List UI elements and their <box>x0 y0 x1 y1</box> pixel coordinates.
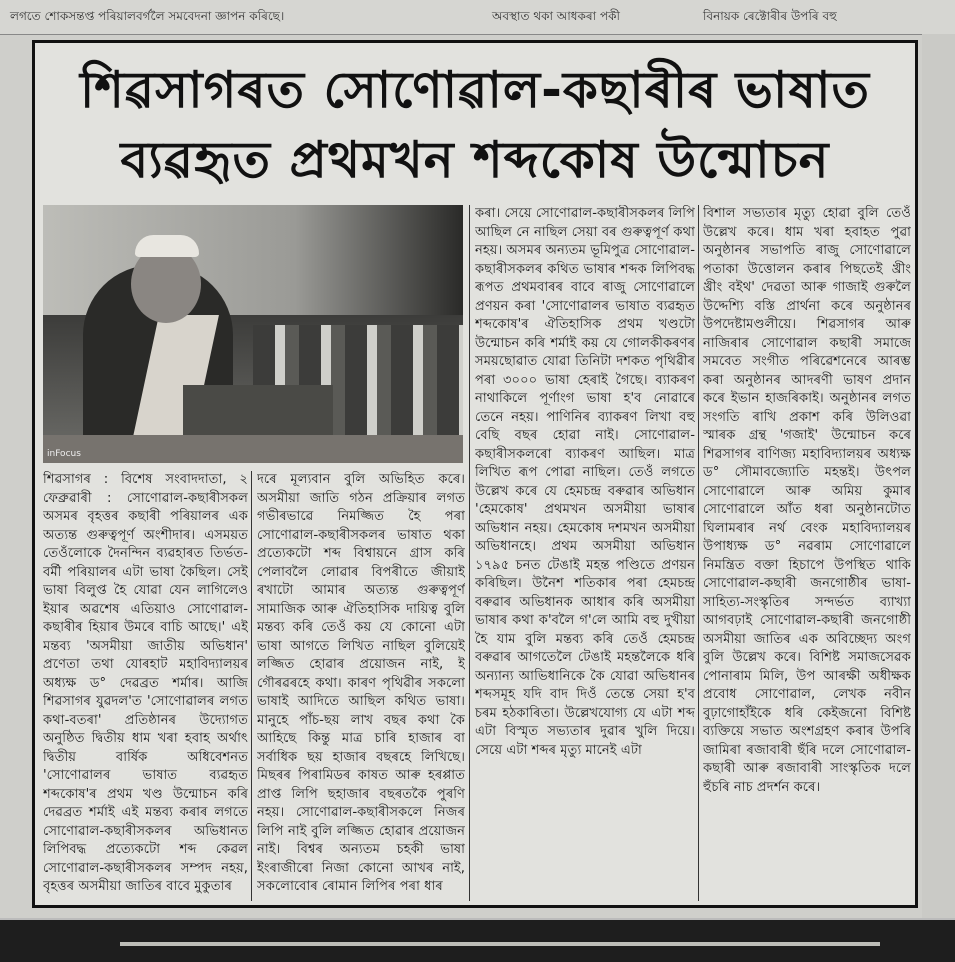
adjacent-text-middle: অবস্থাত থকা আধকৰা পকী <box>492 9 620 23</box>
adjacent-text-left: লগতে শোকসন্তপ্ত পৰিয়ালবৰ্গলৈ সমবেদনা জ্ঞাপন কৰিছে। <box>10 9 285 23</box>
column-divider <box>469 205 470 901</box>
column-text: বিশাল সভ্যতাৰ মৃত্যু হোৱা বুলি তেওঁ উল্লেখ কৰে। ধাম খৰা হবাহত পুৱা অনুষ্ঠানৰ সভাপতি ৰাজু সোণোৱালে পতাকা উত্তোলন কৰাৰ পিছতেই খ্ৰীং খ্ৰীং বইথ' দেৱতা আৰু গাজাই গুৰুলৈ উদ্দেশ্যি বস্তি প্ৰাৰ্থনা কৰে অনুষ্ঠানৰ উপদেষ্টামণ্ডলীয়ে। শিৱসাগৰ আৰু নাজিৰাৰ সোণোৱাল কছাৰী সমাজে সমবেত সংগীত পৰিৱেশনেৰে আৰম্ভ কৰা অনুষ্ঠানৰ আদৰণী ভাষণ প্ৰদান কৰে ইভান হাজৰিকাই। অনুষ্ঠানৰ লগত সংগতি ৰাখি প্ৰকাশ কৰি উলিওৱা স্মাৰক গ্ৰন্থ 'গজাই' উন্মোচন কৰে শিৱসাগৰ বাণিজ্য মহাবিদ্যালয়ৰ অধ্যক্ষ ড° সৌমাবজ্যোতি মহন্তই। উৎপল সোণোৱালে আৰু অমিয় কুমাৰ সোণোৱালে আঁত ধৰা অনুষ্ঠানটোত ঘিলামৰাৰ নৰ্থ বেংক মহাবিদ্যালয়ৰ উপাধ্যক্ষ ড° নৱৰাম সোণোৱালে নিমন্ত্ৰিত বক্তা হিচাপে উপস্থিত থাকি সোণোৱাল-কছাৰী জনগোষ্ঠীৰ ভাষা-সাহিত্য-সংস্কৃতিৰ সন্দৰ্ভত ব্যাখ্যা আগবঢ়াই সোণোৱাল-কছাৰী জনগোষ্ঠী অসমীয়া জাতিৰ এক অবিচ্ছেদ্য অংগ বুলি উল্লেখ কৰে। বিশিষ্ট সমাজসেৱক পোনাৰাম মিলি, উপ আৰক্ষী অধীক্ষক প্ৰবোধ সোণোৱাল, লেখক নবীন বুঢ়াগোহাঁইকে ধৰি কেইজনো বিশিষ্ট ব্যক্তিয়ে সভাত অংশগ্ৰহণ কৰাৰ উপৰি জামিৰা ৰজাবাৰী ছঁৰি দলে সোণোৱাল-কছাৰী আৰু ৰজাবাৰী সাংস্কৃতিক দলে হুঁচৰি নাচ প্ৰদৰ্শন কৰে। <box>703 206 911 795</box>
adjacent-article-strip <box>0 0 955 35</box>
headline-line-2: ব্যৱহৃত প্ৰথমখন শব্দকোষ উন্মোচন <box>120 131 830 189</box>
article-column-2 <box>257 471 465 901</box>
page-footer-edge <box>0 918 955 962</box>
photo-speaker-cap <box>135 235 199 257</box>
event-photo <box>43 205 463 463</box>
footer-rule <box>120 942 880 946</box>
adjacent-text-right: বিনায়ক ৰেক্টোৰীৰ উপৰি বহু <box>703 9 837 23</box>
photo-credit: inFocus <box>47 449 81 459</box>
headline-line-1: শিৱসাগৰত সোণোৱাল-কছাৰীৰ ভাষাত <box>79 61 871 119</box>
column-text: শিৱসাগৰ : বিশেষ সংবাদদাতা, ২ ফেব্ৰুৱাৰী : সোণোৱাল-কছাৰীসকল অসমৰ বৃহত্তৰ কছাৰী পৰিয়ালৰ এক অত্যন্ত গুৰুত্বপূৰ্ণ অংশীদাৰ। এসময়ত তেওঁলোকে দৈনন্দিন ব্যৱহাৰত তিৰ্ভত-বৰ্মী পৰিয়ালৰ এটা ভাষা কৈছিল। সেই ভাষা বিলুপ্ত হৈ যোৱা যেন লাগিলেও ইয়াৰ অৱশেষ এতিয়াও সোণোৱাল-কছাৰীৰ হিয়াৰ উমৰে বাচি আছে।' এই মন্তব্য 'অসমীয়া জাতীয় অভিধান' প্ৰণেতা তথা যোৰহাট মহাবিদ্যালয়ৰ অধ্যক্ষ ড° দেৱব্ৰত শৰ্মাৰ। আজি শিৱসাগৰ যুৱদল'ত 'সোণোৱালৰ লগত কথা-বতৰা' প্ৰতিষ্ঠানৰ উদ্যোগত অনুষ্ঠিত দ্বিতীয় ধাম খৰা হবাহ অৰ্থাৎ দ্বিতীয় বাৰ্ষিক অধিবেশনত 'সোণোৱালৰ ভাষাত ব্যৱহৃত শব্দকোষ'ৰ প্ৰথম খণ্ড উন্মোচন কৰি দেৱব্ৰত শৰ্মাই এই মন্তব্য কৰাৰ লগতে সোণোৱাল-কছাৰীসকলৰ অভিধানত লিপিবদ্ধ প্ৰত্যেকটো শব্দ কেৱল সোণোৱাল-কছাৰীসকলৰ সম্পদ নহয়, বৃহত্তৰ অসমীয়া জাতিৰ বাবে মুকুতাৰ <box>43 472 248 894</box>
column-divider <box>251 471 252 901</box>
column-text: কৰা। সেয়ে সোণোৱাল-কছাৰীসকলৰ লিপি আছিল নে নাছিল সেয়া বৰ গুৰুত্বপূৰ্ণ কথা নহয়। অসমৰ অন্যতম ভূমিপুত্ৰ সোণোৱাল-কছাৰীসকলৰ কথিত ভাষাৰ শব্দক লিপিবদ্ধ ৰূপত প্ৰথমবাৰৰ বাবে ৰাজু সোণোৱালে প্ৰণয়ন কৰা 'সোণোৱালৰ ভাষাত ব্যৱহৃত শব্দকোষ'ৰ ঐতিহাসিক প্ৰথম খণ্ডটো উন্মোচন কৰি শৰ্মাই কয় যে গোলকীকৰণৰ সময়ছোৱাত যোৱা তিনিটা দশকত পৃথিৱীৰ পৰা ৩০০০ ভাষা হেৰাই গৈছে। ব্যাকৰণ নাথাকিলে পূৰ্ণাংগ ভাষা হ'ব নোৱাৰে তেনে নহয়। পাণিনিৰ ব্যাকৰণ লিখা বহু বেছি বছৰ হোৱা নাই। সোণোৱাল-কছাৰীসকলৰো ব্যাকৰণ আছিল। মাত্ৰ লিখিত ৰূপ পোৱা নাছিল। তেওঁ লগতে উল্লেখ কৰে যে হেমচন্দ্ৰ বৰুৱাৰ অভিধান 'হেমকোষ' প্ৰথমখন অসমীয়া ভাষাৰ অভিধান নহয়। হেমকোষ দশমখন অসমীয়া অভিধানহে। প্ৰথম অসমীয়া অভিধান ১৭৯৫ চনত টেঙাই মহন্ত পণ্ডিতে প্ৰণয়ন কৰিছিল। উনৈশ শতিকাৰ পৰা হেমচন্দ্ৰ বৰুৱাৰ অভিধানক আধাৰ কৰি অসমীয়া ভাষাৰ কথা ক'বলৈ গ'লে আমি বহু দুখীয়া হৈ যাম বুলি মন্তব্য কৰি তেওঁ হেমচন্দ্ৰ বৰুৱাৰ আগতেলৈ টেঙাই মহন্তলৈকে ধৰি অন্যান্য আভিধানিকে কৈ যোৱা অভিধানৰ শব্দসমূহ যদি বাদ দিওঁ তেন্তে সেয়া হ'ব চৰম হঠকাৰিতা। উল্লেখযোগ্য যে এটা শব্দ এটা বিস্মৃত সভ্যতাৰ দুৱাৰ খুলি দিয়ে। সেয়ে এটা শব্দৰ মৃত্যু মানেই এটা <box>475 206 695 758</box>
article-column-3 <box>475 205 695 901</box>
news-article <box>32 40 918 908</box>
column-divider <box>698 205 699 901</box>
article-column-4 <box>703 205 911 901</box>
column-text: দৰে মূল্যবান বুলি অভিহিত কৰে। অসমীয়া জাতি গঠন প্ৰক্ৰিয়াৰ লগত গভীৰভাৱে নিমজ্জিত হৈ পৰা সোণোৱাল-কছাৰীসকলৰ ভাষাত থকা প্ৰত্যেকটো শব্দ বিশ্বায়নে গ্ৰাস কৰি পেলাবলৈ লোৱাৰ বিপৰীতে জীয়াই ৰখাটো আমাৰ অত্যন্ত গুৰুত্বপূৰ্ণ সামাজিক আৰু ঐতিহাসিক দায়িত্ব বুলি মন্তব্য কৰি তেওঁ কয় যে কোনো এটা ভাষা আগতে লিখিত নাছিল বুলিয়েই লজ্জিত হোৱাৰ প্ৰয়োজন নাই, ই গৌৰৱৰহে কথা। কাৰণ পৃথিৱীৰ সকলো ভাষাই আদিতে আছিল কথিত ভাষা। মানুহে পাঁচ-ছয় লাখ বছৰ কথা কৈ আহিছে কিন্তু মাত্ৰ চাৰি হাজাৰ বা সৰ্বাধিক ছয় হাজাৰ বছৰহে লিখিছে। মিছৰৰ পিৰামিডৰ কাষত আৰু হৰপ্পাত প্ৰাপ্ত লিপি ছহাজাৰ বছৰতকৈ পুৰণি নহয়। সোণোৱাল-কছাৰীসকলে নিজৰ লিপি নাই বুলি লজ্জিত হোৱাৰ প্ৰয়োজন নাই। বিশ্বৰ অন্যতম চহকী ভাষা ইংৰাজীৰো নিজা কোনো আখৰ নাই, সকলোবোৰ ৰোমান লিপিৰ পৰা ধাৰ <box>257 472 465 894</box>
adjacent-page-edge <box>922 34 955 918</box>
photo-floor <box>43 435 463 463</box>
article-column-1 <box>43 471 248 901</box>
